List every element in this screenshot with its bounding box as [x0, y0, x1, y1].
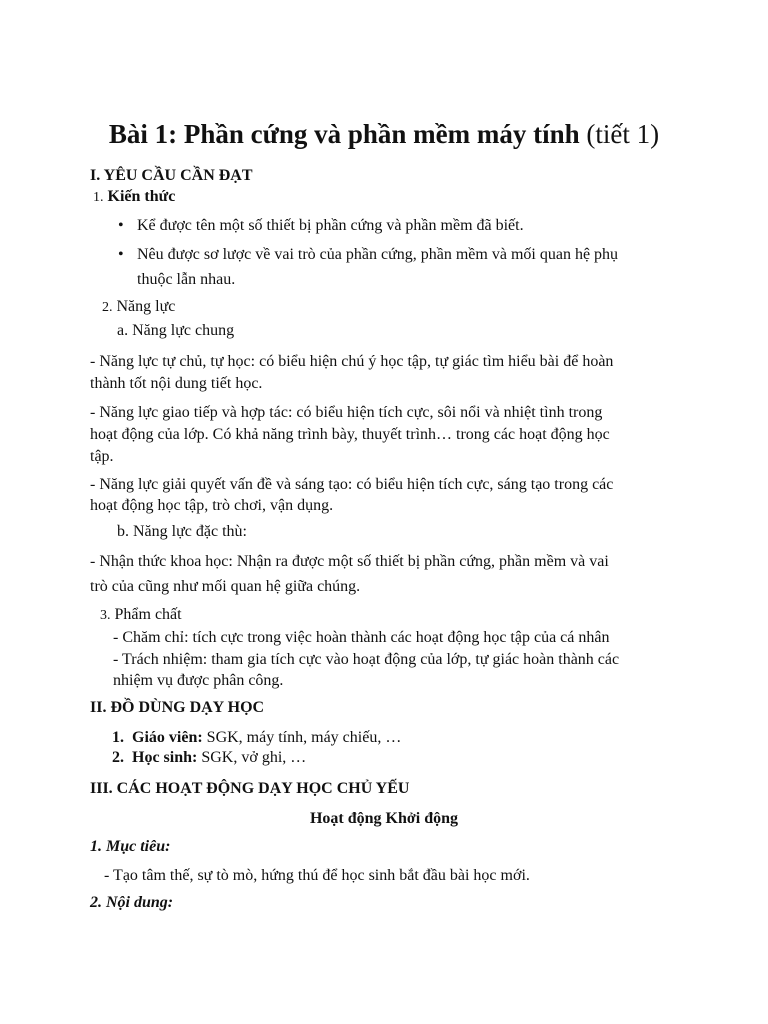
knowledge-heading: 1. Kiến thức — [93, 188, 176, 205]
materials-student: 2. Học sinh: SGK, vở ghi, … — [112, 749, 307, 766]
materials-teacher: 1. Giáo viên: SGK, máy tính, máy chiếu, … — [112, 729, 402, 746]
lesson-title-session: (tiết 1) — [586, 119, 660, 149]
qualities-heading: 3. Phẩm chất — [100, 606, 182, 623]
knowledge-item-2-cont: thuộc lẫn nhau. — [137, 271, 236, 288]
quality-line: - Chăm chỉ: tích cực trong việc hoàn thành các hoạt động học tập của cá nhân — [113, 629, 610, 646]
specific-competence-heading: b. Năng lực đặc thù: — [117, 523, 247, 540]
competence-heading: 2. Năng lực — [102, 298, 176, 315]
objective-text: - Tạo tâm thế, sự tò mò, hứng thú để học sinh bắt đầu bài học mới. — [104, 867, 530, 884]
activity-heading: Hoạt động Khởi động — [309, 810, 458, 827]
competence-line: hoạt động của lớp. Có khả năng trình bày, thuyết trình… trong các hoạt động học — [90, 426, 610, 443]
bullet-icon: • — [118, 217, 124, 234]
lesson-title-main: Bài 1: Phần cứng và phần mềm máy tính — [108, 119, 580, 149]
lesson-title — [0, 117, 768, 151]
quality-line: - Trách nhiệm: tham gia tích cực vào hoạt động của lớp, tự giác hoàn thành các — [113, 651, 620, 668]
content-heading: 2. Nội dung: — [90, 894, 174, 911]
competence-line: - Năng lực giải quyết vấn đề và sáng tạo: có biểu hiện tích cực, sáng tạo trong các — [90, 476, 614, 493]
competence-line: - Năng lực giao tiếp và hợp tác: có biểu hiện tích cực, sôi nổi và nhiệt tình trong — [90, 404, 603, 421]
competence-line: hoạt động học tập, trò chơi, vận dụng. — [90, 497, 334, 514]
specific-competence-line: - Nhận thức khoa học: Nhận ra được một số thiết bị phần cứng, phần mềm và vai — [90, 553, 609, 570]
quality-line: nhiệm vụ được phân công. — [113, 672, 284, 689]
knowledge-item-1: Kể được tên một số thiết bị phần cứng và phần mềm đã biết. — [137, 217, 524, 234]
objective-heading: 1. Mục tiêu: — [90, 838, 171, 855]
knowledge-item-2: Nêu được sơ lược về vai trò của phần cứng, phần mềm và mối quan hệ phụ — [137, 246, 619, 263]
specific-competence-line: trò của cũng như mối quan hệ giữa chúng. — [90, 578, 361, 595]
general-competence-heading: a. Năng lực chung — [117, 322, 235, 339]
section-3-heading: III. CÁC HOẠT ĐỘNG DẠY HỌC CHỦ YẾU — [90, 780, 410, 797]
competence-line: tập. — [90, 448, 114, 465]
competence-line: - Năng lực tự chủ, tự học: có biểu hiện chú ý học tập, tự giác tìm hiểu bài để hoàn — [90, 353, 614, 370]
section-2-heading: II. ĐỒ DÙNG DẠY HỌC — [90, 699, 265, 716]
bullet-icon: • — [118, 246, 124, 263]
section-1-heading: I. YÊU CẦU CẦN ĐẠT — [90, 167, 253, 184]
competence-line: thành tốt nội dung tiết học. — [90, 375, 263, 392]
